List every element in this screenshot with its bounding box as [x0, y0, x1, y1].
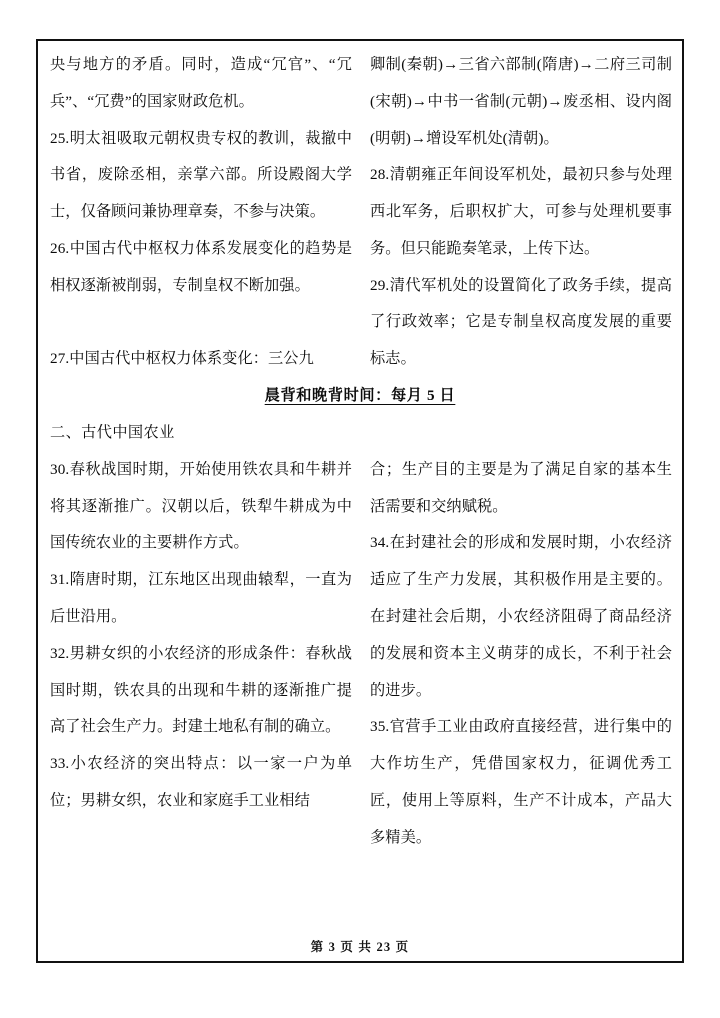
- paragraph-item-27: 27.中国古代中枢权力体系变化：三公九: [50, 350, 314, 368]
- upper-two-column-section: [50, 47, 670, 378]
- paragraph-item-25: 25.明太祖吸取元朝权贵专权的教训，裁撤中书省，废除丞相，亲掌六部。所设殿阁大学士，仅备顾问兼协理章奏，不参与决策。: [50, 129, 352, 221]
- paragraph-item-33: 33.小农经济的突出特点：以一家一户为单位；男耕女织，农业和家庭手工业相结: [50, 755, 352, 809]
- page-footer: 第 3 页 共 23 页: [310, 940, 410, 954]
- paragraph-item-31: 31.隋唐时期，江东地区出现曲辕犁，一直为后世沿用。: [50, 571, 352, 625]
- paragraph-continuation-24: 央与地方的矛盾。同时，造成“冗官”、“冗兵”、“冗费”的国家财政危机。: [50, 56, 352, 110]
- paragraph-item-33-continuation: 合；生产目的主要是为了满足自家的基本生活需要和交纳赋税。: [370, 460, 672, 515]
- upper-left-column: [50, 47, 352, 378]
- paragraph-item-35: 35.官营手工业由政府直接经营，进行集中的大作坊生产，凭借国家权力，征调优秀工匠，使用上等原料，生产不计成本，产品大多精美。: [370, 718, 672, 846]
- paragraph-item-30: 30.春秋战国时期，开始使用铁农具和牛耕并将其逐渐推广。汉朝以后，铁犁牛耕成为中国传统农业的主要耕作方式。: [50, 460, 352, 552]
- paragraph-item-26: 26.中国古代中枢权力体系发展变化的趋势是相权逐渐被削弱，专制皇权不断加强。: [50, 239, 352, 294]
- lower-right-column: [370, 452, 672, 857]
- lower-two-column-section: [50, 452, 670, 857]
- paragraph-item-28: 28.清朝雍正年间设军机处，最初只参与处理西北军务，后职权扩大，可参与处理机要事务。但只能跪奏笔录，上传下达。: [370, 166, 672, 257]
- blank-line-spacer: [50, 304, 352, 341]
- section-heading-ancient-agriculture: 二、古代中国农业: [50, 424, 175, 442]
- paragraph-item-32: 32.男耕女织的小农经济的形成条件：春秋战国时期，铁农具的出现和牛耕的逐渐推广提高了社会生产力。封建土地私有制的确立。: [50, 644, 352, 736]
- lower-left-column: [50, 452, 352, 820]
- document-page: [36, 39, 684, 963]
- paragraph-item-27-continuation: 卿制(秦朝)→三省六部制(隋唐)→二府三司制(宋朝)→中书一省制(元朝)→废丞相、设内阁(明朝)→增设军机处(清朝)。: [370, 56, 672, 147]
- study-time-notice-text: 晨背和晚背时间：每月 5 日: [264, 387, 456, 405]
- paragraph-item-34: 34.在封建社会的形成和发展时期，小农经济适应了生产力发展，其积极作用是主要的。在封建社会后期，小农经济阻碍了商品经济的发展和资本主义萌芽的成长，不利于社会的进步。: [370, 534, 672, 699]
- upper-right-column: [370, 47, 672, 378]
- page-content-area: [38, 41, 682, 961]
- paragraph-item-29: 29.清代军机处的设置简化了政务手续，提高了行政效率；它是专制皇权高度发展的重要标志。: [370, 276, 672, 368]
- study-time-notice: [50, 378, 670, 415]
